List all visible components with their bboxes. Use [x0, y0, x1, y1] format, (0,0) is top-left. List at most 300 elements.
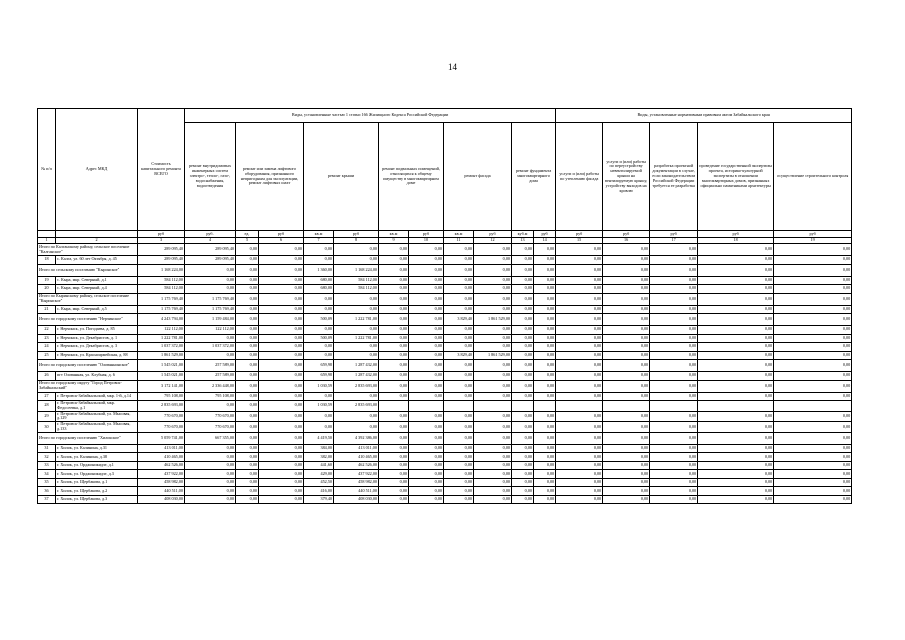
- value-cell: 0,00: [259, 432, 304, 444]
- value-cell: 0,00: [512, 244, 534, 256]
- row-number: 27: [38, 392, 56, 401]
- table-row: [38, 495, 852, 504]
- value-cell: 0,00: [409, 422, 444, 433]
- value-cell: 0,00: [603, 285, 650, 294]
- value-cell: 0,00: [185, 461, 236, 470]
- col-basement-header: ремонт подвальных помещений, относящихся к общему имуществу в многоквартирном доме: [379, 123, 444, 231]
- row-number: 18: [38, 256, 56, 265]
- value-cell: 0,00: [474, 334, 512, 343]
- value-cell: 0,00: [556, 432, 603, 444]
- value-cell: 0,00: [334, 244, 379, 256]
- value-cell: 0,00: [304, 392, 334, 401]
- unit-cell: кв.м: [444, 231, 474, 238]
- value-cell: 0,00: [334, 326, 379, 335]
- value-cell: 289 095,40: [138, 256, 185, 265]
- value-cell: 584 112,00: [334, 276, 379, 285]
- value-cell: 0,00: [650, 351, 698, 360]
- value-cell: 0,00: [774, 411, 852, 422]
- value-cell: 0,00: [556, 380, 603, 392]
- value-cell: 0,00: [409, 285, 444, 294]
- value-cell: 0,00: [409, 411, 444, 422]
- value-cell: 0,00: [379, 444, 409, 453]
- subtotal-label: Итого по городскому поселению "Оловяннинское": [38, 360, 138, 372]
- value-cell: 0,00: [534, 343, 556, 352]
- value-cell: 0,00: [603, 470, 650, 479]
- value-cell: 0,00: [474, 276, 512, 285]
- value-cell: [534, 401, 556, 412]
- value-cell: 437 922,00: [334, 470, 379, 479]
- value-cell: 0,00: [698, 244, 774, 256]
- value-cell: 0,00: [259, 422, 304, 433]
- value-cell: 0,00: [698, 487, 774, 496]
- value-cell: 0,00: [698, 470, 774, 479]
- value-cell: 2 835 693,00: [334, 380, 379, 392]
- value-cell: 0,00: [185, 334, 236, 343]
- table-row: [38, 256, 852, 265]
- value-cell: 382,00: [304, 453, 334, 462]
- value-cell: 0,00: [379, 293, 409, 305]
- value-cell: 0,00: [444, 461, 474, 470]
- value-cell: 0,00: [474, 380, 512, 392]
- value-cell: 0,00: [512, 351, 534, 360]
- value-cell: 0,00: [534, 470, 556, 479]
- value-cell: 0,00: [650, 360, 698, 372]
- value-cell: 0,00: [379, 422, 409, 433]
- value-cell: 0,00: [474, 478, 512, 487]
- col-expertise-header: проведение государственной экспертизы проекта, историко-культурной экспертизы в отношении многоквартирных домов, признанных официально памятниками архитектуры: [698, 123, 774, 231]
- value-cell: 0,00: [650, 432, 698, 444]
- value-cell: 0,00: [259, 392, 304, 401]
- value-cell: 0,00: [698, 478, 774, 487]
- value-cell: 0,00: [474, 422, 512, 433]
- value-cell: 0,00: [534, 334, 556, 343]
- unit-cell: ед.: [236, 231, 259, 238]
- value-cell: 0,00: [603, 244, 650, 256]
- row-address: г. Хилок, ул. Калинина, д.38: [56, 453, 138, 462]
- value-cell: 0,00: [444, 256, 474, 265]
- value-cell: 0,00: [236, 264, 259, 276]
- value-cell: 0,00: [774, 244, 852, 256]
- value-cell: 0,00: [185, 401, 236, 412]
- unit-cell: руб: [556, 231, 603, 238]
- value-cell: 0,00: [650, 276, 698, 285]
- value-cell: 0,00: [334, 256, 379, 265]
- value-cell: 0,00: [444, 478, 474, 487]
- value-cell: 0,00: [379, 470, 409, 479]
- unit-cell: руб: [334, 231, 379, 238]
- value-cell: 0,00: [379, 432, 409, 444]
- value-cell: 0,00: [603, 392, 650, 401]
- value-cell: 0,00: [304, 351, 334, 360]
- value-cell: 0,00: [236, 293, 259, 305]
- value-cell: 0,00: [379, 326, 409, 335]
- col-total-header: Стоимость капитального ремонта ВСЕГО: [138, 109, 185, 231]
- value-cell: 0,00: [474, 444, 512, 453]
- value-cell: [603, 401, 650, 412]
- value-cell: 0,00: [259, 380, 304, 392]
- value-cell: 0,00: [556, 372, 603, 381]
- value-cell: 0,00: [236, 392, 259, 401]
- unit-cell: руб: [534, 231, 556, 238]
- value-cell: 0,00: [774, 392, 852, 401]
- value-cell: 1 168 224,00: [138, 264, 185, 276]
- value-cell: 0,00: [650, 411, 698, 422]
- value-cell: 0,00: [556, 343, 603, 352]
- value-cell: 0,00: [474, 432, 512, 444]
- group-header-regional: Виды, установленные нормативным правовым актом Забайкальского края: [556, 109, 852, 123]
- value-cell: 0,00: [603, 360, 650, 372]
- value-cell: 0,00: [698, 372, 774, 381]
- value-cell: 0,00: [534, 380, 556, 392]
- value-cell: 0,00: [512, 487, 534, 496]
- value-cell: 384,00: [304, 444, 334, 453]
- value-cell: 0,00: [603, 411, 650, 422]
- value-cell: 795 108,00: [138, 392, 185, 401]
- value-cell: 0,00: [259, 461, 304, 470]
- value-cell: 0,00: [774, 305, 852, 314]
- value-cell: 0,00: [534, 487, 556, 496]
- value-cell: 0,00: [474, 453, 512, 462]
- subtotal-label: Итого по сельскому поселению "Кыринское": [38, 264, 138, 276]
- value-cell: 0,00: [259, 351, 304, 360]
- row-number: 34: [38, 470, 56, 479]
- value-cell: 0,00: [236, 372, 259, 381]
- column-index-cell: 6: [259, 238, 304, 244]
- col-foundation-header: ремонт фундамента многоквартирного дома: [512, 123, 556, 231]
- value-cell: 0,00: [774, 256, 852, 265]
- value-cell: 0,00: [444, 343, 474, 352]
- value-cell: 0,00: [236, 285, 259, 294]
- value-cell: 0,00: [334, 422, 379, 433]
- value-cell: 0,00: [698, 422, 774, 433]
- value-cell: 770 670,00: [138, 411, 185, 422]
- value-cell: 659,98: [304, 360, 334, 372]
- value-cell: 0,00: [774, 380, 852, 392]
- value-cell: 0,00: [379, 343, 409, 352]
- value-cell: 0,00: [409, 380, 444, 392]
- unit-cell: руб: [474, 231, 512, 238]
- value-cell: 257 589,00: [185, 372, 236, 381]
- column-index-cell: 13: [512, 238, 534, 244]
- value-cell: 462 526,00: [138, 461, 185, 470]
- value-cell: 0,00: [556, 392, 603, 401]
- value-cell: 0,00: [698, 495, 774, 504]
- value-cell: 0,00: [379, 453, 409, 462]
- value-cell: 0,00: [650, 380, 698, 392]
- table-row: [38, 487, 852, 496]
- value-cell: 429,00: [304, 470, 334, 479]
- value-cell: 0,00: [236, 411, 259, 422]
- value-cell: 0,00: [379, 380, 409, 392]
- value-cell: 0,00: [185, 285, 236, 294]
- value-cell: 0,00: [698, 334, 774, 343]
- value-cell: 0,00: [603, 487, 650, 496]
- value-cell: 1 175 769,40: [138, 293, 185, 305]
- table-row: [38, 461, 852, 470]
- value-cell: 0,00: [409, 244, 444, 256]
- row-address: г. Петровск-Забайкальский, ул. Мысовая, д.133: [56, 422, 138, 433]
- value-cell: 0,00: [409, 392, 444, 401]
- value-cell: 0,00: [409, 314, 444, 326]
- value-cell: 1 175 769,40: [138, 305, 185, 314]
- value-cell: 0,00: [534, 314, 556, 326]
- value-cell: 1 861 529,00: [474, 351, 512, 360]
- value-cell: 0,00: [474, 256, 512, 265]
- value-cell: 0,00: [474, 461, 512, 470]
- column-index-cell: 7: [304, 238, 334, 244]
- value-cell: 0,00: [259, 305, 304, 314]
- value-cell: 0,00: [379, 314, 409, 326]
- value-cell: 0,00: [512, 360, 534, 372]
- units-row: [38, 231, 852, 238]
- value-cell: 0,00: [259, 293, 304, 305]
- value-cell: 0,00: [185, 478, 236, 487]
- value-cell: [409, 401, 444, 412]
- value-cell: 0,00: [409, 487, 444, 496]
- value-cell: 0,00: [698, 305, 774, 314]
- value-cell: 0,00: [534, 453, 556, 462]
- row-number: 36: [38, 487, 56, 496]
- value-cell: 584 112,00: [138, 276, 185, 285]
- value-cell: 0,00: [556, 334, 603, 343]
- value-cell: 0,00: [512, 334, 534, 343]
- value-cell: 0,00: [556, 470, 603, 479]
- col-insulation-header: услуги и (или) работы по утеплению фасада: [556, 123, 603, 231]
- subtotal-label: Итого по Кыринскому району, сельское поселение "Кыринское": [38, 293, 138, 305]
- value-cell: 0,00: [650, 334, 698, 343]
- value-cell: 0,00: [698, 380, 774, 392]
- value-cell: 0,00: [650, 293, 698, 305]
- value-cell: 0,00: [556, 285, 603, 294]
- value-cell: 0,00: [409, 276, 444, 285]
- value-cell: 0,00: [379, 360, 409, 372]
- value-cell: 0,00: [409, 351, 444, 360]
- value-cell: 257 589,00: [185, 360, 236, 372]
- value-cell: 0,00: [334, 392, 379, 401]
- value-cell: 0,00: [512, 343, 534, 352]
- value-cell: 0,00: [774, 264, 852, 276]
- value-cell: 0,00: [774, 285, 852, 294]
- value-cell: 0,00: [259, 478, 304, 487]
- value-cell: 0,00: [304, 411, 334, 422]
- value-cell: 0,00: [379, 411, 409, 422]
- value-cell: 0,00: [236, 351, 259, 360]
- value-cell: 0,00: [379, 264, 409, 276]
- value-cell: [774, 401, 852, 412]
- value-cell: 0,00: [512, 276, 534, 285]
- value-cell: 0,00: [236, 478, 259, 487]
- value-cell: 0,00: [444, 432, 474, 444]
- value-cell: 0,00: [650, 470, 698, 479]
- value-cell: 0,00: [304, 293, 334, 305]
- subtotal-row: [38, 293, 852, 305]
- value-cell: 0,00: [259, 487, 304, 496]
- value-cell: 1 861 529,00: [138, 351, 185, 360]
- column-index-cell: 5: [236, 238, 259, 244]
- row-number: 35: [38, 478, 56, 487]
- value-cell: 0,00: [603, 444, 650, 453]
- value-cell: 0,00: [603, 256, 650, 265]
- value-cell: 1 168 224,00: [334, 264, 379, 276]
- value-cell: 0,00: [259, 256, 304, 265]
- value-cell: 0,00: [603, 380, 650, 392]
- value-cell: 0,00: [236, 244, 259, 256]
- value-cell: 0,00: [512, 453, 534, 462]
- value-cell: 0,00: [650, 478, 698, 487]
- value-cell: 0,00: [409, 478, 444, 487]
- value-cell: 0,00: [409, 461, 444, 470]
- unit-cell: руб: [698, 231, 774, 238]
- value-cell: 0,00: [698, 264, 774, 276]
- row-number: 37: [38, 495, 56, 504]
- row-number: 28: [38, 401, 56, 412]
- table-row: [38, 343, 852, 352]
- value-cell: 0,00: [236, 360, 259, 372]
- value-cell: 0,00: [774, 461, 852, 470]
- col-control-header: осуществление строительного контроля: [774, 123, 852, 231]
- row-number: 22: [38, 326, 56, 335]
- value-cell: 0,00: [236, 380, 259, 392]
- value-cell: 0,00: [534, 392, 556, 401]
- value-cell: 0,00: [603, 343, 650, 352]
- value-cell: 0,00: [698, 285, 774, 294]
- value-cell: 0,00: [236, 432, 259, 444]
- value-cell: 0,00: [444, 380, 474, 392]
- value-cell: 0,00: [774, 351, 852, 360]
- unit-cell: руб.: [185, 231, 236, 238]
- value-cell: 0,00: [236, 487, 259, 496]
- value-cell: 0,00: [304, 422, 334, 433]
- row-number: 23: [38, 334, 56, 343]
- value-cell: 0,00: [774, 432, 852, 444]
- value-cell: 667 355,00: [185, 432, 236, 444]
- row-address: г. Хилок, ул. Щербакова, д.1: [56, 478, 138, 487]
- row-address: г. Хилок, ул. Орджоникидзе, д.1: [56, 461, 138, 470]
- value-cell: 0,00: [556, 360, 603, 372]
- value-cell: 0,00: [603, 305, 650, 314]
- value-cell: 0,00: [512, 314, 534, 326]
- row-number: 30: [38, 422, 56, 433]
- value-cell: 0,00: [379, 351, 409, 360]
- value-cell: 0,00: [409, 372, 444, 381]
- unit-cell: руб: [603, 231, 650, 238]
- value-cell: 0,00: [556, 422, 603, 433]
- value-cell: 0,00: [774, 444, 852, 453]
- value-cell: 0,00: [474, 495, 512, 504]
- col-facade-header: ремонт фасада: [444, 123, 512, 231]
- value-cell: 0,00: [409, 360, 444, 372]
- value-cell: 0,00: [236, 276, 259, 285]
- table-row: [38, 326, 852, 335]
- subtotal-label: Итого по городскому округу "Город Петровск-Забайкальский": [38, 380, 138, 392]
- value-cell: 0,00: [534, 495, 556, 504]
- value-cell: 0,00: [236, 256, 259, 265]
- value-cell: 0,00: [379, 461, 409, 470]
- unit-cell: руб: [409, 231, 444, 238]
- row-address: с. Калга, ул. 60 лет Октября, д. 45: [56, 256, 138, 265]
- value-cell: 0,00: [236, 314, 259, 326]
- value-cell: 0,00: [603, 495, 650, 504]
- value-cell: 0,00: [259, 264, 304, 276]
- value-cell: 0,00: [512, 326, 534, 335]
- value-cell: 0,00: [774, 453, 852, 462]
- value-cell: 0,00: [698, 411, 774, 422]
- value-cell: 0,00: [512, 470, 534, 479]
- value-cell: 0,00: [650, 285, 698, 294]
- value-cell: 0,00: [379, 244, 409, 256]
- value-cell: 1 037 372,00: [185, 343, 236, 352]
- value-cell: 289 095,40: [138, 244, 185, 256]
- value-cell: 584 112,00: [138, 285, 185, 294]
- value-cell: 0,00: [512, 411, 534, 422]
- value-cell: 4 419,50: [304, 432, 334, 444]
- unit-cell: руб: [774, 231, 852, 238]
- value-cell: 0,00: [259, 343, 304, 352]
- value-cell: 0,00: [444, 470, 474, 479]
- value-cell: 1 360,00: [304, 264, 334, 276]
- value-cell: 0,00: [534, 244, 556, 256]
- value-cell: 0,00: [512, 256, 534, 265]
- value-cell: 0,00: [236, 422, 259, 433]
- value-cell: 0,00: [236, 495, 259, 504]
- value-cell: 0,00: [698, 326, 774, 335]
- value-cell: 1 030,59: [304, 380, 334, 392]
- value-cell: 0,00: [534, 293, 556, 305]
- row-address: г. Хилок, ул. Орджоникидзе, д.3: [56, 470, 138, 479]
- value-cell: 0,00: [409, 334, 444, 343]
- row-address: пгт Оловянная, ул. Клубная, д. 6: [56, 372, 138, 381]
- col-elevator-header: ремонт или замена лифтового оборудования, признанного непригодным для эксплуатации, ремонт лифтовых шахт: [236, 123, 304, 231]
- value-cell: 0,00: [444, 276, 474, 285]
- table-row: [38, 392, 852, 401]
- value-cell: 0,00: [334, 343, 379, 352]
- value-cell: 1 037 372,00: [138, 343, 185, 352]
- column-index-cell: 1: [38, 238, 56, 244]
- value-cell: 0,00: [603, 478, 650, 487]
- column-index-cell: 16: [603, 238, 650, 244]
- value-cell: 0,00: [774, 343, 852, 352]
- repair-program-table: [37, 108, 852, 504]
- row-address: г. Хилок, ул. Калинина, д.31: [56, 444, 138, 453]
- subtotal-row: [38, 264, 852, 276]
- value-cell: [650, 401, 698, 412]
- value-cell: 410 465,00: [138, 453, 185, 462]
- value-cell: 0,00: [603, 422, 650, 433]
- value-cell: 0,00: [603, 276, 650, 285]
- row-address: г. Петровск-Забайкальский, мкр. Федосеевка, д.1: [56, 401, 138, 412]
- value-cell: 0,00: [185, 487, 236, 496]
- value-cell: 0,00: [474, 244, 512, 256]
- column-index-cell: 9: [379, 238, 409, 244]
- value-cell: 0,00: [259, 360, 304, 372]
- value-cell: 1 175 769,40: [185, 293, 236, 305]
- col-engineering-header: ремонт внутридомовых инженерных систем электро-, тепло-, газо-, водоснабжения, водоотведения: [185, 123, 236, 231]
- value-cell: 0,00: [534, 478, 556, 487]
- value-cell: 0,00: [379, 334, 409, 343]
- value-cell: 413 011,00: [138, 444, 185, 453]
- value-cell: 0,00: [556, 351, 603, 360]
- value-cell: 289 095,40: [185, 256, 236, 265]
- value-cell: 458 982,00: [138, 478, 185, 487]
- value-cell: 0,00: [698, 392, 774, 401]
- row-number: 33: [38, 461, 56, 470]
- value-cell: 0,00: [334, 305, 379, 314]
- value-cell: 0,00: [334, 351, 379, 360]
- table-row: [38, 276, 852, 285]
- value-cell: 0,00: [236, 343, 259, 352]
- value-cell: 4 392 386,00: [334, 432, 379, 444]
- value-cell: 0,00: [236, 326, 259, 335]
